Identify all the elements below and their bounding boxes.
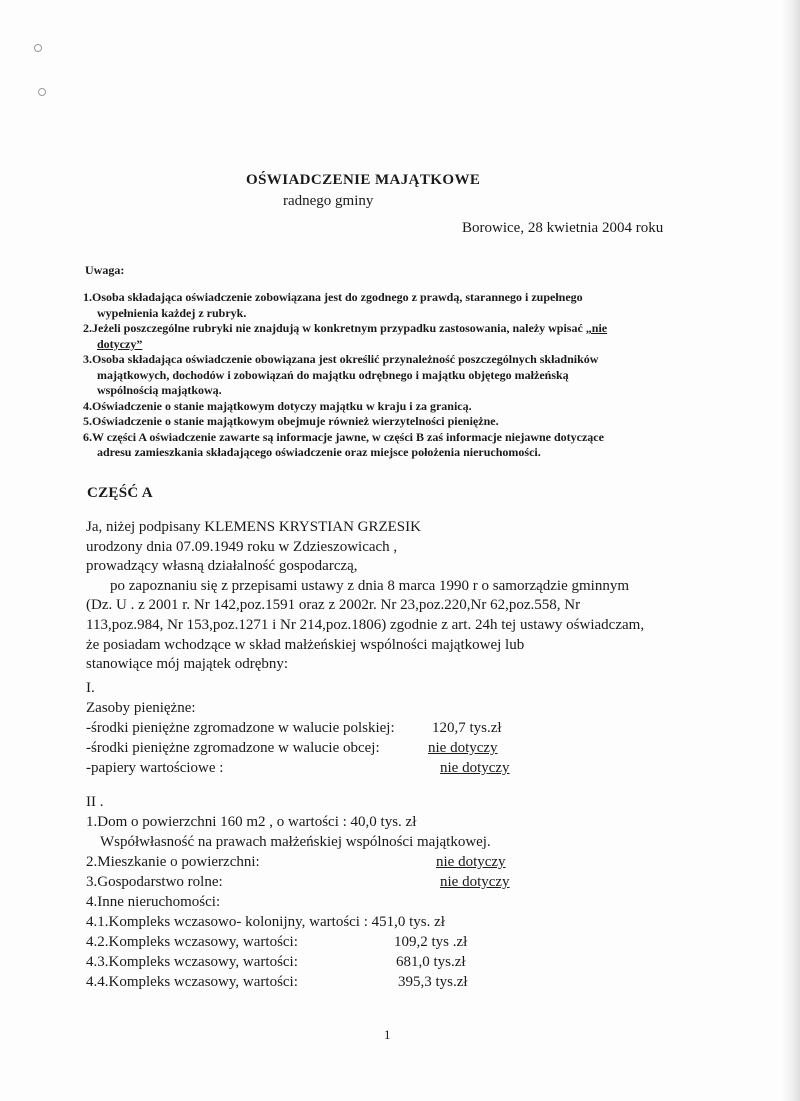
document-subtitle: radnego gminy: [283, 193, 374, 209]
asset-value: 681,0 tys.zł: [396, 954, 466, 970]
punch-hole-mark: [34, 44, 42, 52]
section-title: Zasoby pieniężne:: [86, 700, 196, 716]
section-number: I.: [86, 680, 95, 696]
asset-label: 2.Mieszkanie o powierzchni:: [86, 854, 260, 870]
page-number: 1: [384, 1027, 391, 1042]
instructions-list: [83, 290, 693, 461]
statement-line: 113,poz.984, Nr 153,poz.1271 i Nr 214,poz.1806) zgodnie z art. 24h tej ustawy oświadczam,: [86, 616, 645, 633]
asset-value: nie dotyczy: [428, 740, 498, 756]
instruction-line: adresu zamieszkania składającego oświadczenie oraz miejsce położenia nieruchomości.: [97, 445, 541, 459]
instruction-line: 6.W części A oświadczenie zawarte są informacje jawne, w części B zaś informacje niejawne dotyczące: [83, 429, 604, 444]
asset-value: 395,3 tys.zł: [398, 974, 468, 990]
statement-line: stanowiące mój majątek odrębny:: [86, 656, 289, 673]
asset-label: -papiery wartościowe :: [86, 760, 224, 776]
asset-value: 120,7 tys.zł: [432, 720, 502, 736]
instruction-line: 3.Osoba składająca oświadczenie obowiązana jest określić przynależność poszczególnych składników: [83, 352, 599, 366]
asset-label: 4.1.Kompleks wczasowo- kolonijny, wartości : 451,0 tys. zł: [86, 914, 445, 930]
instruction-underlined-text: „nie: [585, 321, 608, 335]
instruction-line: 5.Oświadczenie o stanie majątkowym obejmuje również wierzytelności pieniężne.: [83, 414, 499, 428]
part-a-heading: CZĘŚĆ A: [87, 485, 153, 501]
asset-label: -środki pieniężne zgromadzone w walucie obcej:: [86, 740, 380, 756]
instruction-line: 1.Osoba składająca oświadczenie zobowiązana jest do zgodnego z prawdą, starannego i zupełnego: [83, 290, 583, 304]
asset-label: 4.3.Kompleks wczasowy, wartości:: [86, 954, 298, 970]
asset-label: Współwłasność na prawach małżeńskiej wspólności majątkowej.: [100, 834, 491, 850]
statement-line: urodzony dnia 07.09.1949 roku w Zdzieszowicach ,: [86, 538, 398, 555]
section-number: II .: [86, 794, 104, 810]
asset-value: 109,2 tys .zł: [394, 934, 468, 950]
asset-label: 4.Inne nieruchomości:: [86, 894, 221, 910]
asset-label: 3.Gospodarstwo rolne:: [86, 874, 223, 890]
statement-line: (Dz. U . z 2001 r. Nr 142,poz.1591 oraz z 2002r. Nr 23,poz.220,Nr 62,poz.558, Nr: [86, 597, 581, 614]
instruction-line: wypełnienia każdej z rubryk.: [97, 305, 247, 320]
instruction-line: [83, 321, 693, 337]
asset-label: 4.4.Kompleks wczasowy, wartości:: [86, 974, 298, 990]
asset-value: nie dotyczy: [436, 854, 506, 870]
asset-value: nie dotyczy: [440, 760, 510, 776]
instruction-underlined-text: dotyczy”: [97, 336, 143, 351]
instruction-text: 2.Jeżeli poszczególne rubryki nie znajdują w konkretnym przypadku zastosowania, należy wpisać: [83, 321, 586, 335]
instruction-item: [83, 430, 693, 461]
statement-line: prowadzący własną działalność gospodarczą,: [86, 558, 358, 575]
asset-label: -środki pieniężne zgromadzone w walucie polskiej:: [86, 720, 395, 736]
place-and-date: Borowice, 28 kwietnia 2004 roku: [462, 220, 664, 236]
punch-hole-mark: [38, 88, 46, 96]
instruction-line: 4.Oświadczenie o stanie majątkowym dotyczy majątku w kraju i za granicą.: [83, 398, 472, 413]
instructions-heading: Uwaga:: [85, 263, 125, 277]
instruction-line: [83, 337, 693, 353]
declarant-statement: [86, 518, 644, 675]
instruction-item: [83, 321, 693, 352]
asset-label: 1.Dom o powierzchni 160 m2 , o wartości : 40,0 tys. zł: [86, 814, 417, 830]
statement-line: że posiadam wchodzące w skład małżeńskiej wspólności majątkowej lub: [86, 636, 525, 653]
instruction-item: [83, 414, 693, 430]
instruction-item: [83, 352, 693, 399]
document-title: OŚWIADCZENIE MAJĄTKOWE: [246, 172, 481, 188]
statement-line: po zapoznaniu się z przepisami ustawy z dnia 8 marca 1990 r o samorządzie gminnym: [110, 577, 629, 594]
instruction-line: majątkowych, dochodów i zobowiązań do majątku odrębnego i majątku objętego małżeńską: [97, 367, 569, 382]
asset-value: nie dotyczy: [440, 874, 510, 890]
asset-label: 4.2.Kompleks wczasowy, wartości:: [86, 934, 298, 950]
scan-edge-shadow: [782, 0, 800, 1101]
statement-line: Ja, niżej podpisany KLEMENS KRYSTIAN GRZESIK: [86, 519, 421, 535]
instruction-line: wspólnością majątkową.: [97, 383, 222, 397]
instruction-item: [83, 399, 693, 415]
instruction-item: [83, 290, 693, 321]
